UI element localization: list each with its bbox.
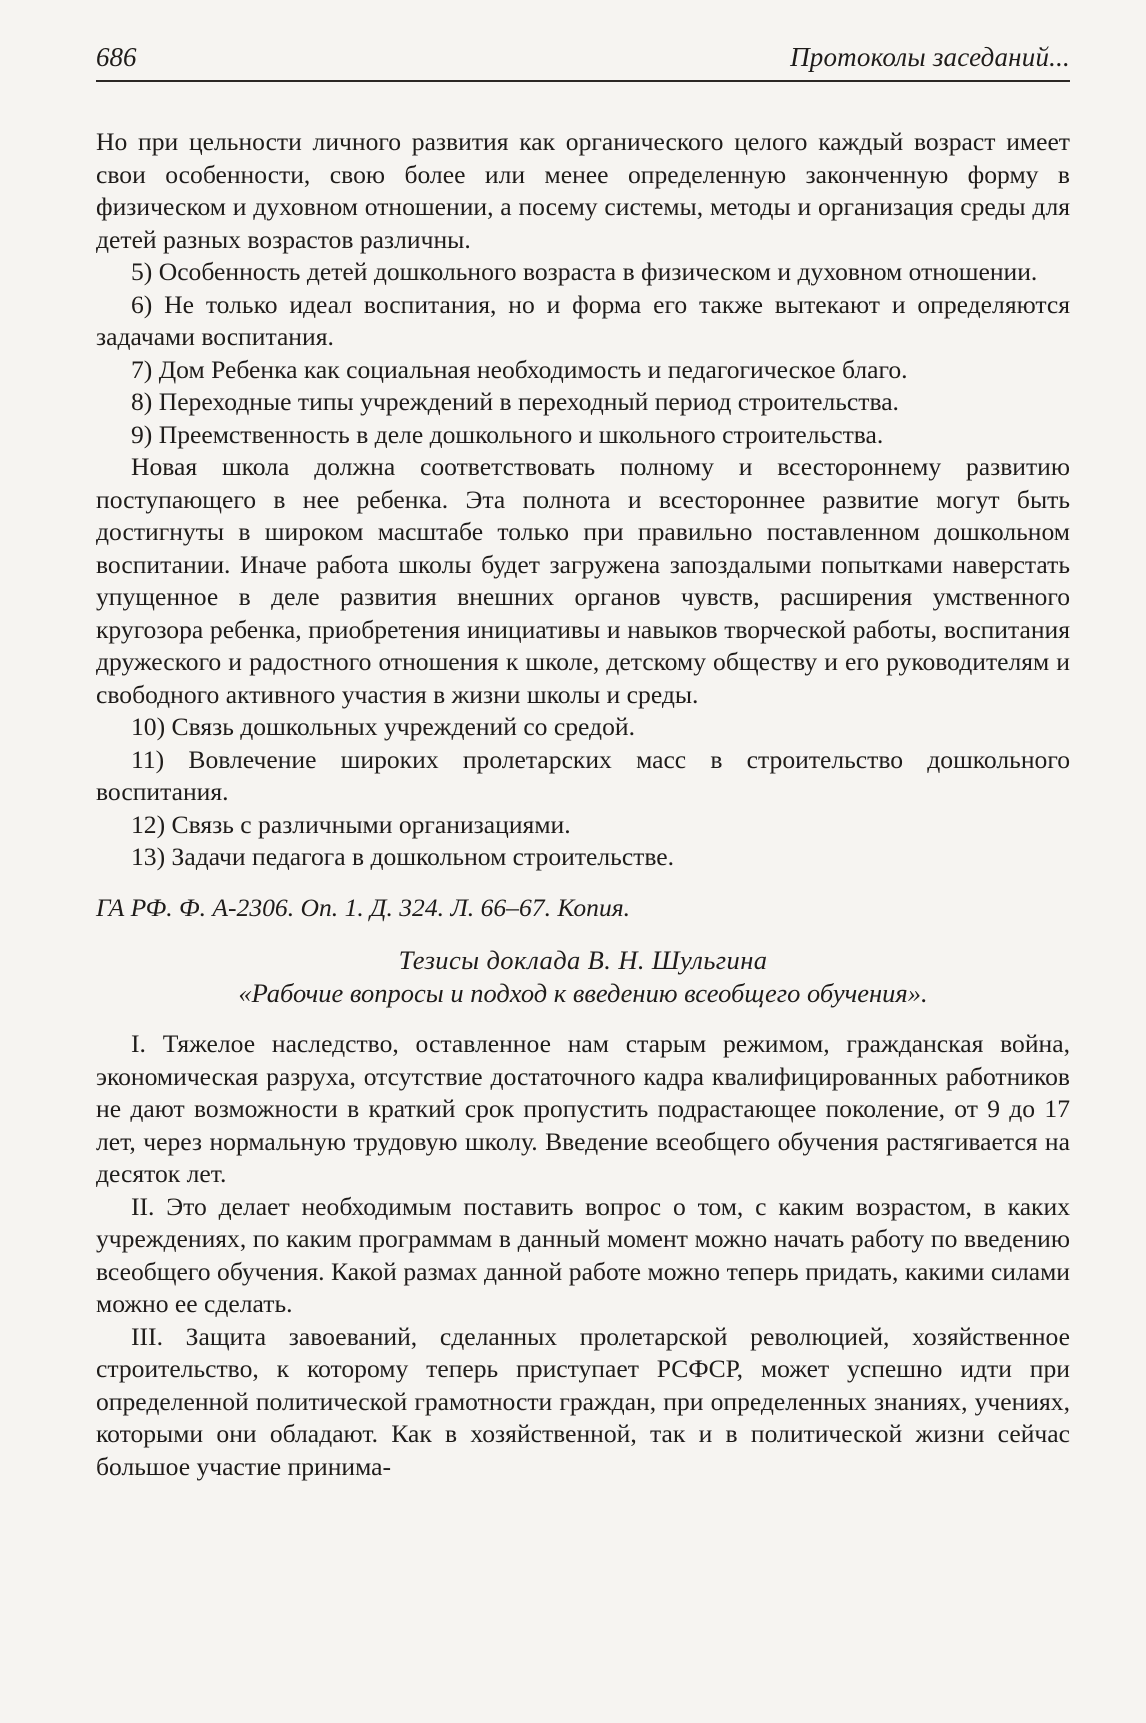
list-item-12: 12) Связь с различными организациями. [131, 809, 571, 839]
running-title: Протоколы заседаний... [790, 42, 1070, 72]
page-body [96, 126, 1070, 1483]
archive-source: ГА РФ. Ф. А-2306. Оп. 1. Д. 324. Л. 66–67. Копия. [96, 892, 631, 922]
running-head [96, 40, 1070, 82]
list-item-7: 7) Дом Ребенка как социальная необходимость и педагогическое благо. [131, 354, 908, 384]
list-item-6: 6) Не только идеал воспитания, но и форма его также вытекают и определяются задачами воспитания. [96, 289, 1070, 351]
paragraph-new-school: Новая школа должна соответствовать полному и всестороннему развитию поступающего в нее ребенка. Эта полнота и всестороннее развитие могут быть достигнуты в широком масштабе только при правильно поставленном дошкольном воспитании. Иначе работа школы будет загружена запоздалыми попытками наверстать упущенное в деле развития внешних органов чувств, расширения умственного кругозора ребенка, приобретения инициативы и навыков творческой работы, воспитания дружеского и радостного отношения к школе, детскому обществу и его руководителям и свободного активного участия в жизни школы и среды. [96, 452, 1070, 709]
thesis-1: I. Тяжелое наследство, оставленное нам старым режимом, гражданская война, экономическая разруха, отсутствие достаточного кадра квалифицированных работников не дают возможности в краткий срок пропустить подрастающее поколение, от 9 до 17 лет, через нормальную трудовую школу. Введение всеобщего обучения растягивается на десяток лет. [96, 1029, 1070, 1188]
section-heading-line1: Тезисы доклада В. Н. Шульгина [398, 945, 768, 975]
list-item-13: 13) Задачи педагога в дошкольном строительстве. [131, 842, 675, 871]
paragraph-intro: Но при цельности личного развития как органического целого каждый возраст имеет свои особенности, свою более или менее определенную законченную форму в физическом и духовном отношении, а посему системы, методы и организация среды для детей разных возрастов различны. [96, 127, 1070, 254]
section-heading [96, 944, 1070, 1010]
book-page [96, 40, 1070, 1483]
theses-body [96, 1028, 1070, 1483]
thesis-3: III. Защита завоеваний, сделанных пролетарской революцией, хозяйственное строительство, к которому теперь приступает РСФСР, может успешно идти при определенной политической грамотности граждан, при определенных знаниях, учениях, которыми они обладают. Как в хозяйственной, так и в политической жизни сейчас большое участие принима- [96, 1321, 1070, 1481]
list-item-9: 9) Преемственность в деле дошкольного и школьного строительства. [131, 419, 884, 449]
list-item-5: 5) Особенность детей дошкольного возраста в физическом и духовном отношении. [131, 257, 1038, 286]
thesis-2: II. Это делает необходимым поставить вопрос о том, с каким возрастом, в каких учреждениях, по каким программам в данный момент можно начать работу по введению всеобщего обучения. Какой размах данной работе можно теперь придать, какими силами можно ее сделать. [96, 1191, 1070, 1318]
section-heading-line2: «Рабочие вопросы и подход к введению всеобщего обучения». [238, 978, 928, 1008]
list-item-11: 11) Вовлечение широких пролетарских масс в строительство дошкольного воспитания. [96, 744, 1070, 806]
page-number: 686 [96, 42, 137, 72]
list-item-8: 8) Переходные типы учреждений в переходный период строительства. [131, 387, 899, 416]
list-item-10: 10) Связь дошкольных учреждений со средой. [131, 712, 635, 741]
